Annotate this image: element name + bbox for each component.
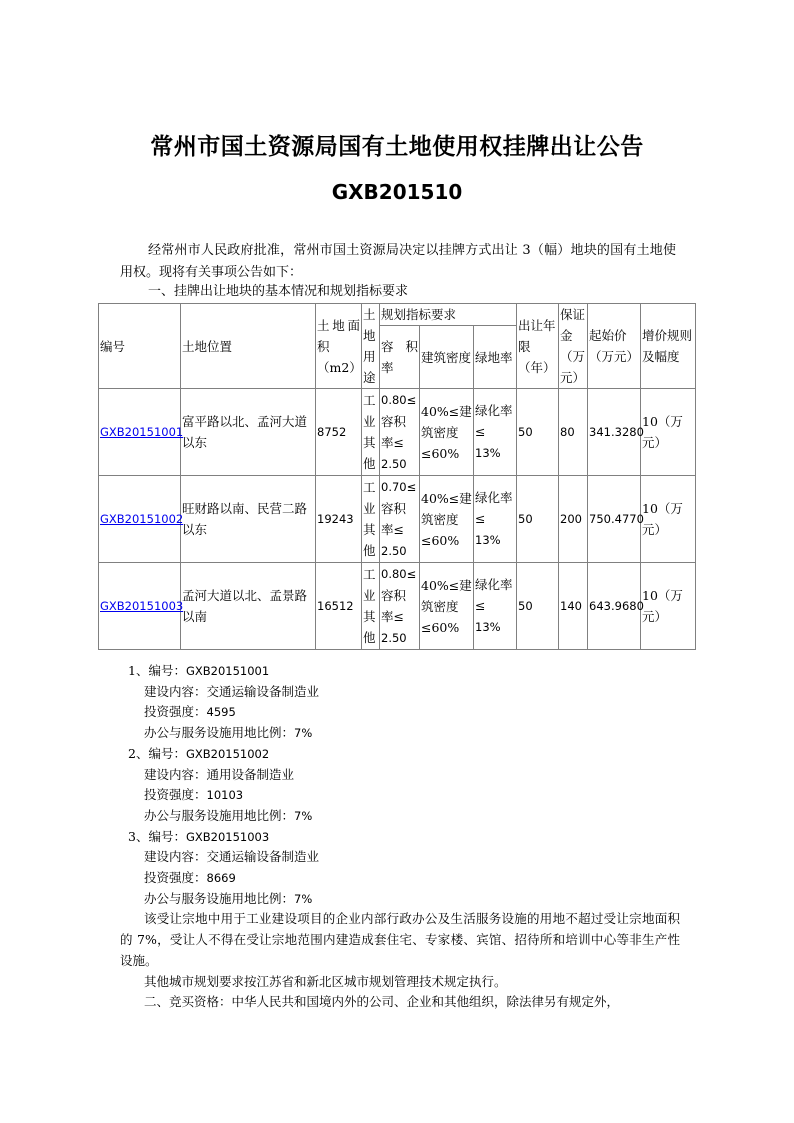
header-density: 建筑密度 bbox=[420, 326, 474, 389]
table-row bbox=[99, 563, 696, 650]
plot-start-price: 750.4770 bbox=[588, 476, 641, 563]
plot-increment: 10（万元） bbox=[641, 563, 696, 650]
plot-green bbox=[474, 476, 517, 563]
plot-density: 40%≤建筑密度≤60% bbox=[420, 389, 474, 476]
plot-far bbox=[380, 476, 420, 563]
plot-green bbox=[474, 389, 517, 476]
far-min: 0.80≤ bbox=[381, 393, 417, 407]
detail-heading: 2、编号：GXB20151002 bbox=[128, 745, 270, 761]
plot-area: 19243 bbox=[316, 476, 362, 563]
far-min: 0.80≤ bbox=[381, 567, 417, 581]
plot-use: 工业其他 bbox=[362, 389, 380, 476]
plot-location: 孟河大道以北、孟景路以南 bbox=[181, 563, 316, 650]
plot-green bbox=[474, 563, 517, 650]
plot-term: 50 bbox=[517, 389, 559, 476]
detail-office-ratio: 办公与服务设施用地比例：7% bbox=[144, 807, 313, 823]
plot-code-link[interactable]: GXB20151003 bbox=[100, 599, 184, 613]
green-label: 绿化率≤ bbox=[475, 490, 513, 526]
header-area: 土地面积（m2） bbox=[316, 304, 362, 389]
green-label: 绿化率≤ bbox=[475, 577, 513, 613]
far-label: 容积率≤ bbox=[381, 414, 407, 450]
plot-far bbox=[380, 563, 420, 650]
far-max: 2.50 bbox=[381, 631, 407, 645]
plot-use: 工业其他 bbox=[362, 476, 380, 563]
plot-density: 40%≤建筑密度≤60% bbox=[420, 563, 474, 650]
plot-term: 50 bbox=[517, 476, 559, 563]
document-title: 常州市国土资源局国有土地使用权挂牌出让公告 bbox=[150, 133, 644, 160]
green-label: 绿化率≤ bbox=[475, 403, 513, 439]
header-deposit: 保证金（万元） bbox=[559, 304, 588, 389]
detail-content: 建设内容：交通运输设备制造业 bbox=[144, 683, 320, 699]
section2-text: 二、竞买资格：中华人民共和国境内外的公司、企业和其他组织，除法律另有规定外， bbox=[144, 994, 620, 1010]
green-max: 13% bbox=[475, 446, 501, 460]
plot-location: 旺财路以南、民营二路以东 bbox=[181, 476, 316, 563]
plot-code-link[interactable]: GXB20151001 bbox=[100, 425, 184, 439]
plot-density: 40%≤建筑密度≤60% bbox=[420, 476, 474, 563]
plot-location: 富平路以北、孟河大道以东 bbox=[181, 389, 316, 476]
intro-paragraph: 经常州市人民政府批准，常州市国土资源局决定以挂牌方式出让 3（幅）地块的国有土地使用权。现将有关事项公告如下： bbox=[120, 243, 676, 280]
header-term: 出让年限（年） bbox=[517, 304, 559, 389]
detail-invest: 投资强度：4595 bbox=[144, 704, 236, 720]
restriction-paragraph: 该受让宗地中用于工业建设项目的企业内部行政办公及生活服务设施的用地不超过受让宗地面积的 7%，受让人不得在受让宗地范围内建造成套住宅、专家楼、宾馆、招待所和培训中心等非生产性设施。 bbox=[120, 911, 680, 968]
section1-heading: 一、挂牌出让地块的基本情况和规划指标要求 bbox=[148, 284, 409, 299]
far-max: 2.50 bbox=[381, 544, 407, 558]
detail-heading: 3、编号：GXB20151003 bbox=[128, 828, 270, 844]
header-green: 绿地率 bbox=[474, 326, 517, 389]
far-min: 0.70≤ bbox=[381, 480, 417, 494]
header-start-price: 起始价（万元） bbox=[588, 304, 641, 389]
far-label: 容积率≤ bbox=[381, 588, 407, 624]
green-max: 13% bbox=[475, 533, 501, 547]
detail-invest: 投资强度：10103 bbox=[144, 787, 244, 803]
plot-term: 50 bbox=[517, 563, 559, 650]
land-plots-table bbox=[98, 303, 696, 650]
plot-increment: 10（万元） bbox=[641, 476, 696, 563]
plot-use: 工业其他 bbox=[362, 563, 380, 650]
detail-content: 建设内容：通用设备制造业 bbox=[144, 766, 295, 782]
header-planning: 规划指标要求 bbox=[380, 304, 517, 326]
plot-area: 16512 bbox=[316, 563, 362, 650]
planning-paragraph: 其他城市规划要求按江苏省和新北区城市规划管理技术规定执行。 bbox=[144, 973, 507, 989]
detail-invest: 投资强度：8669 bbox=[144, 870, 236, 886]
plot-deposit: 80 bbox=[559, 389, 588, 476]
plot-start-price: 643.9680 bbox=[588, 563, 641, 650]
document-number: GXB201510 bbox=[331, 180, 463, 204]
table-row bbox=[99, 476, 696, 563]
table-row bbox=[99, 389, 696, 476]
header-code: 编号 bbox=[99, 304, 181, 389]
table-header-row bbox=[99, 304, 696, 326]
detail-heading: 1、编号：GXB20151001 bbox=[128, 663, 270, 678]
header-far: 容积率 bbox=[380, 326, 420, 389]
green-max: 13% bbox=[475, 620, 501, 634]
plot-code-link[interactable]: GXB20151002 bbox=[100, 512, 184, 526]
plot-area: 8752 bbox=[316, 389, 362, 476]
plot-deposit: 200 bbox=[559, 476, 588, 563]
plot-far bbox=[380, 389, 420, 476]
plot-details bbox=[120, 661, 680, 1013]
header-use: 土地用途 bbox=[362, 304, 380, 389]
detail-office-ratio: 办公与服务设施用地比例：7% bbox=[144, 725, 313, 741]
detail-content: 建设内容：交通运输设备制造业 bbox=[144, 849, 320, 865]
header-location: 土地位置 bbox=[181, 304, 316, 389]
plot-deposit: 140 bbox=[559, 563, 588, 650]
detail-office-ratio: 办公与服务设施用地比例：7% bbox=[144, 890, 313, 906]
far-label: 容积率≤ bbox=[381, 501, 407, 537]
plot-start-price: 341.3280 bbox=[588, 389, 641, 476]
far-max: 2.50 bbox=[381, 457, 407, 471]
plot-increment: 10（万元） bbox=[641, 389, 696, 476]
header-increment: 增价规则及幅度 bbox=[641, 304, 696, 389]
